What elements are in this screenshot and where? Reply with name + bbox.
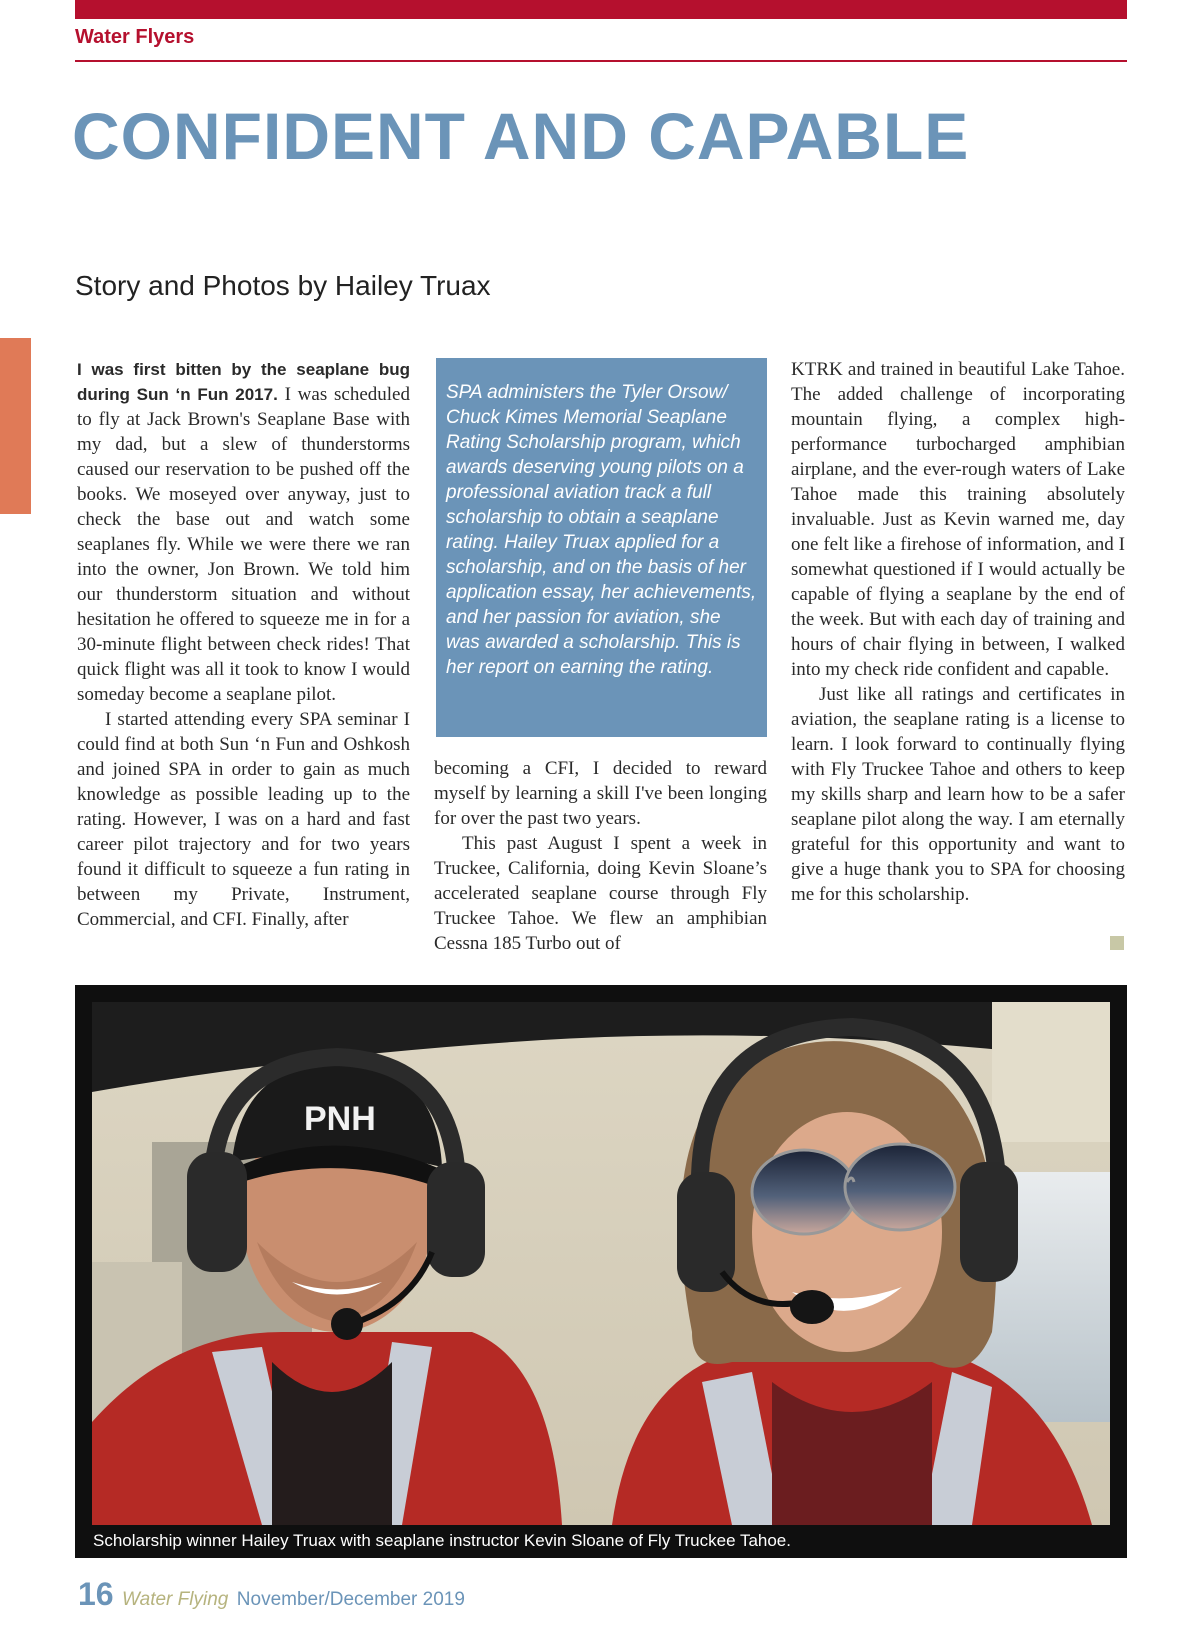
header-color-bar [75, 0, 1127, 19]
paragraph: I started attending every SPA seminar I could find at both Sun ‘n Fun and Oshkosh and joined SPA in order to gain as much knowledge as possible leading up to the rating. However, I was on a hard and fast career pilot trajectory and for two years found it difficult to squeeze a fun rating in between my Private, Instrument, Commercial, and CFI. Finally, after [77, 709, 410, 930]
sidebar-pullquote [436, 358, 767, 737]
paragraph [77, 357, 410, 707]
article-title: CONFIDENT AND CAPABLE [72, 99, 970, 173]
section-divider [75, 60, 1127, 62]
woman-sunglasses-left [752, 1150, 856, 1234]
issue-date: November/December 2019 [236, 1589, 465, 1610]
paragraph: This past August I spent a week in Truckee, California, doing Kevin Sloane’s accelerated seaplane course through Fly Truckee Tahoe. We flew an amphibian Cessna 185 Turbo out of [434, 833, 767, 954]
pullquote-text: SPA administers the Tyler Orsow/ Chuck Kimes Memorial Seaplane Rating Scholarship program, which awards deserving young pilots on a professional aviation track a full scholarship to obtain a seaplane rating. Hailey Truax applied for a scholarship, and on the basis of her application essay, her achievements, and her passion for aviation, she was awarded a scholarship. This is her report on earning the rating. [446, 382, 757, 678]
lead-in: I was first bitten by the seaplane bug during Sun ‘n Fun 2017. [77, 360, 410, 404]
article-byline: Story and Photos by Hailey Truax [75, 270, 491, 301]
photo-illustration [92, 1002, 1110, 1525]
paragraph: Just like all ratings and certificates in aviation, the seaplane rating is a license to learn. I look forward to continually flying with Fly Truckee Tahoe and others to keep my skills sharp and learn how to be a safer seaplane pilot along the way. I am eternally grateful for this opportunity and want to give a huge thank you to SPA for choosing me for this scholarship. [791, 684, 1125, 905]
photo-frame [75, 985, 1127, 1558]
magazine-name: Water Flying [122, 1589, 229, 1610]
paragraph: KTRK and trained in beautiful Lake Tahoe. The added challenge of incorporating mountain flying, a complex high-performance turbocharged amphibian airplane, and the ever-rough waters of Lake Tahoe made this training absolutely invaluable. Just as Kevin warned me, day one felt like a firehose of information, and I somewhat questioned if I would actually be capable of flying a seaplane by the end of the week. But with each day of training and hours of chair flying in between, I walked into my check ride confident and capable. [791, 359, 1125, 680]
article-column-1 [77, 357, 410, 932]
section-label: Water Flyers [75, 26, 195, 48]
end-of-article-mark [1110, 936, 1124, 950]
article-column-2 [434, 756, 767, 956]
woman-sunglasses-right [845, 1144, 955, 1230]
article-column-3 [791, 357, 1125, 907]
paragraph: becoming a CFI, I decided to reward myself by learning a skill I've been longing for over the past two years. [434, 758, 767, 829]
paragraph-text: I was scheduled to fly at Jack Brown's Seaplane Base with my dad, but a slew of thunderstorms caused our reservation to be pushed off the books. We moseyed over anyway, just to check the base out and watch some seaplanes fly. While we were there we ran into the owner, Jon Brown. We told him our thunderstorm situation and without hesitation he offered to squeeze me in for a 30-minute flight between check rides! That quick flight was all it took to know I would someday become a seaplane pilot. [77, 384, 410, 705]
cap-logo-text: PNH [304, 1100, 376, 1138]
photo-caption: Scholarship winner Hailey Truax with seaplane instructor Kevin Sloane of Fly Truckee Tahoe. [93, 1531, 791, 1550]
page-number: 16 [78, 1576, 114, 1612]
cockpit-selfie-photo [92, 1002, 1110, 1525]
page-footer [78, 1576, 465, 1613]
side-color-tab [0, 338, 31, 514]
